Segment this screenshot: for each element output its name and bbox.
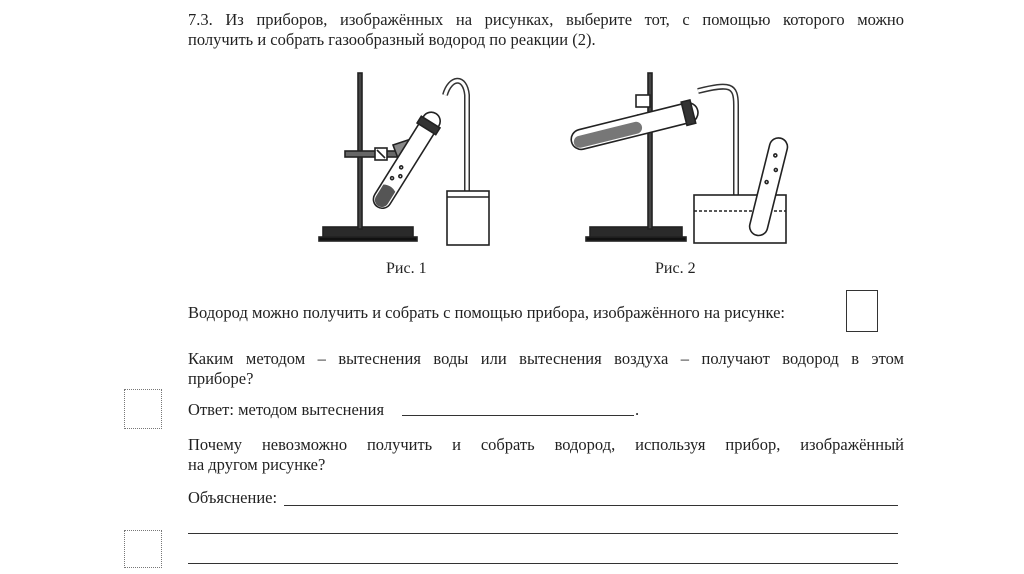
- figure-2-apparatus: [560, 65, 810, 255]
- score-box-1[interactable]: [124, 389, 162, 429]
- question-2-line2: приборе?: [188, 369, 254, 388]
- figure-1-caption: Рис. 1: [386, 260, 427, 277]
- score-box-2[interactable]: [124, 530, 162, 568]
- figure-1-apparatus: [315, 65, 515, 255]
- answer-label: Ответ: методом вытеснения: [188, 400, 385, 419]
- question-1-text: Водород можно получить и собрать с помощью прибора, изображённого на рисунке:: [188, 303, 785, 322]
- task-text-line1: 7.3. Из приборов, изображённых на рисунках, выберите тот, с помощью которого можно: [188, 10, 904, 29]
- answer-input-line[interactable]: [402, 415, 634, 416]
- answer-end-period: .: [635, 400, 640, 419]
- figure-2-caption: Рис. 2: [655, 260, 696, 277]
- task-text-line2: получить и собрать газообразный водород по реакции (2).: [188, 30, 596, 49]
- question-3-line1: Почему невозможно получить и собрать водород, используя прибор, изображённый: [188, 435, 904, 454]
- question-3-line2: на другом рисунке?: [188, 455, 326, 474]
- question-2-line1: Каким методом – вытеснения воды или вытеснения воздуха – получают водород в этом: [188, 349, 904, 368]
- figure-answer-box[interactable]: [846, 290, 878, 332]
- explanation-label: Объяснение:: [188, 488, 278, 507]
- explanation-line-2[interactable]: [188, 533, 898, 534]
- explanation-line-1[interactable]: [284, 505, 898, 506]
- explanation-line-3[interactable]: [188, 563, 898, 564]
